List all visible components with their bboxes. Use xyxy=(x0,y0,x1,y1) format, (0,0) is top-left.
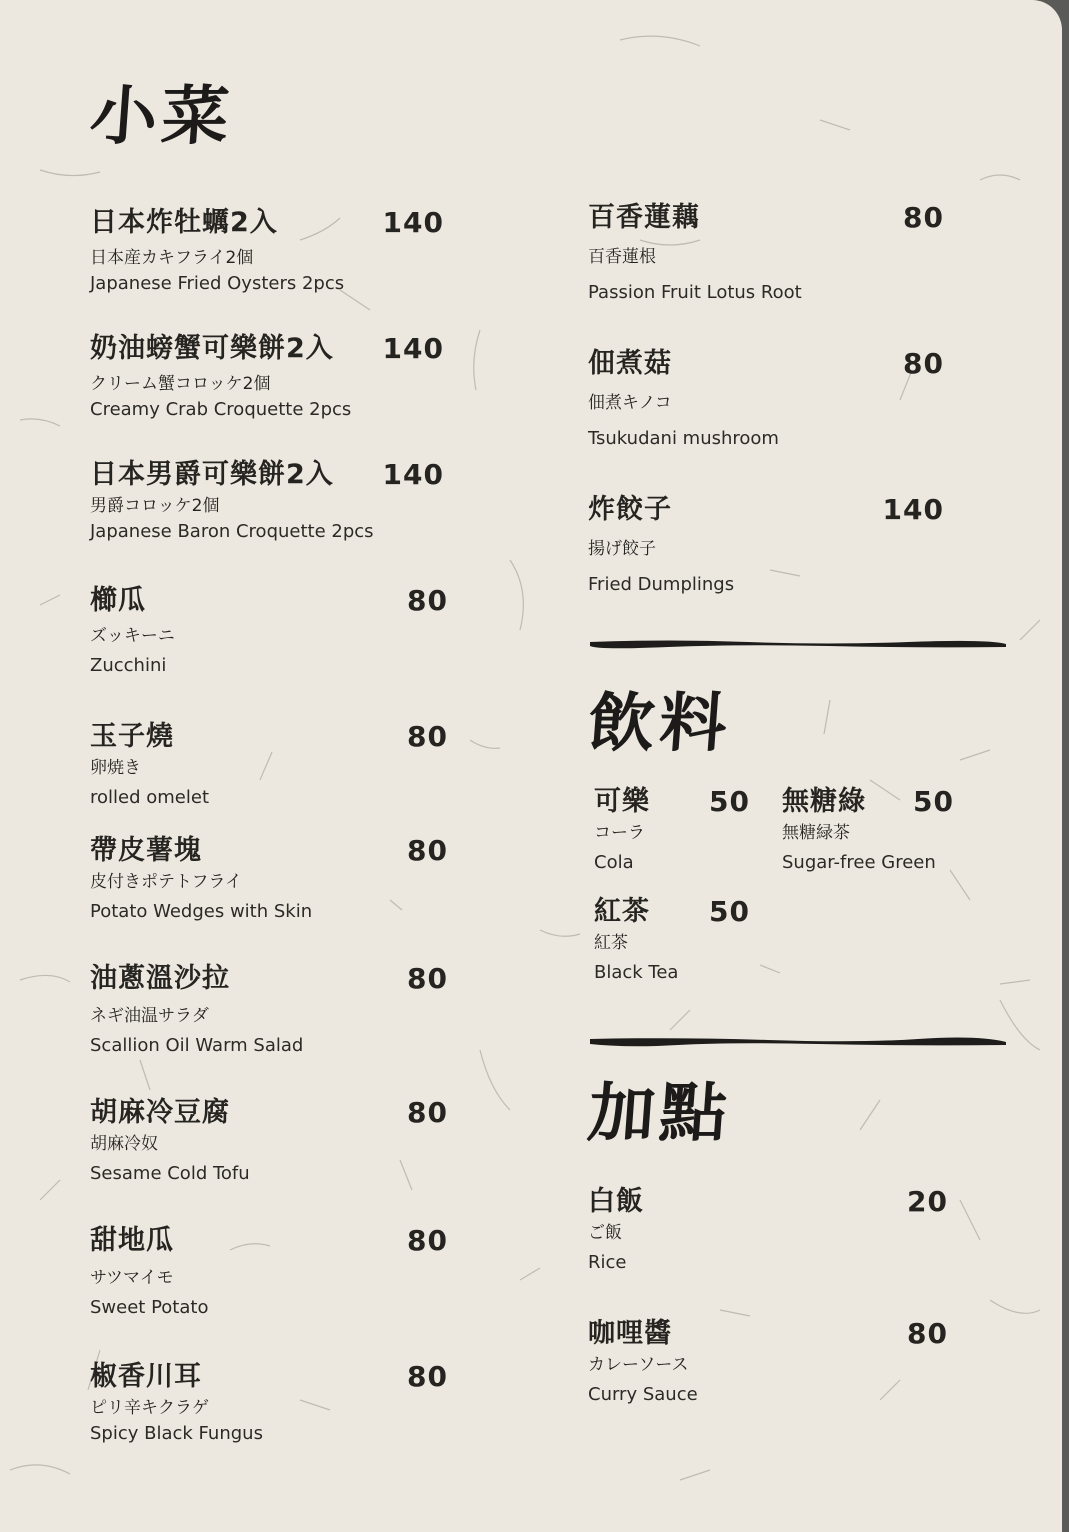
item-english: Spicy Black Fungus xyxy=(90,1423,263,1444)
item-price: 80 xyxy=(407,962,448,995)
item-english: Curry Sauce xyxy=(588,1384,698,1405)
item-english: Japanese Baron Croquette 2pcs xyxy=(90,521,374,542)
item-price: 80 xyxy=(407,720,448,753)
section-title-extras: 加點 xyxy=(585,1076,734,1151)
item-japanese: 胡麻冷奴 xyxy=(90,1134,158,1154)
item-name: 玉子燒 xyxy=(90,721,174,752)
menu-item xyxy=(90,719,460,811)
item-japanese: 無糖緑茶 xyxy=(782,823,850,843)
item-name: 可樂 xyxy=(594,786,650,817)
item-english: Tsukudani mushroom xyxy=(588,428,779,449)
item-price: 50 xyxy=(709,895,750,928)
item-name: 百香蓮藕 xyxy=(588,202,700,233)
item-price: 80 xyxy=(903,201,944,234)
drinks-list xyxy=(594,784,1008,986)
item-english: Rice xyxy=(588,1252,627,1273)
item-name: 櫛瓜 xyxy=(90,585,146,616)
item-name: 日本男爵可樂餅2入 xyxy=(90,459,334,490)
item-name: 紅茶 xyxy=(594,896,650,927)
menu-item xyxy=(90,205,460,297)
menu-item xyxy=(90,457,460,545)
item-japanese: 佃煮キノコ xyxy=(588,393,672,413)
item-japanese: 揚げ餃子 xyxy=(588,539,656,559)
item-english: Sugar-free Green xyxy=(782,852,936,873)
item-japanese: ネギ油温サラダ xyxy=(90,1006,209,1026)
item-price: 80 xyxy=(907,1317,948,1350)
item-price: 80 xyxy=(407,584,448,617)
item-japanese: ピリ辛キクラゲ xyxy=(90,1398,209,1418)
item-english: Black Tea xyxy=(594,962,679,983)
item-english: Zucchini xyxy=(90,655,167,676)
item-japanese: クリーム蟹コロッケ2個 xyxy=(90,374,271,394)
item-english: Sweet Potato xyxy=(90,1297,209,1318)
menu-item xyxy=(90,1223,460,1321)
item-english: Scallion Oil Warm Salad xyxy=(90,1035,304,1056)
menu-item xyxy=(594,894,774,986)
menu-item xyxy=(588,346,944,452)
item-english: Potato Wedges with Skin xyxy=(90,901,313,922)
menu-item xyxy=(90,583,460,679)
item-japanese: サツマイモ xyxy=(90,1268,174,1288)
item-english: Fried Dumplings xyxy=(588,574,735,595)
item-english: Sesame Cold Tofu xyxy=(90,1163,250,1184)
item-english: Passion Fruit Lotus Root xyxy=(588,282,802,303)
menu-item xyxy=(588,492,944,598)
item-price: 80 xyxy=(407,1360,448,1393)
menu-item xyxy=(782,784,962,876)
item-english: Japanese Fried Oysters 2pcs xyxy=(90,273,345,294)
item-japanese: 男爵コロッケ2個 xyxy=(90,496,220,516)
item-name: 無糖綠 xyxy=(782,786,866,817)
item-name: 胡麻冷豆腐 xyxy=(90,1097,230,1128)
brush-divider xyxy=(588,1034,1008,1048)
item-japanese: 日本産カキフライ2個 xyxy=(90,248,254,268)
right-column xyxy=(585,200,1008,1408)
item-name: 甜地瓜 xyxy=(90,1225,174,1256)
item-price: 80 xyxy=(903,347,944,380)
left-column xyxy=(87,79,460,1447)
section-title-small-dishes: 小菜 xyxy=(87,79,236,154)
menu-item xyxy=(588,1184,948,1276)
item-name: 椒香川耳 xyxy=(90,1361,202,1392)
small-dishes-continued xyxy=(588,200,944,598)
menu-item xyxy=(90,833,460,925)
item-japanese: コーラ xyxy=(594,823,645,843)
item-price: 50 xyxy=(913,785,954,818)
item-japanese: 皮付きポテトフライ xyxy=(90,872,242,892)
item-price: 80 xyxy=(407,1224,448,1257)
item-price: 80 xyxy=(407,1096,448,1129)
brush-divider xyxy=(588,636,1008,650)
menu-item xyxy=(90,331,460,423)
item-japanese: 卵焼き xyxy=(90,758,141,778)
item-japanese: 百香蓮根 xyxy=(588,247,656,267)
item-name: 帶皮薯塊 xyxy=(90,835,202,866)
item-english: rolled omelet xyxy=(90,787,209,808)
menu-item xyxy=(588,1316,948,1408)
item-japanese: カレーソース xyxy=(588,1355,689,1375)
item-price: 140 xyxy=(382,206,444,239)
item-price: 140 xyxy=(382,332,444,365)
item-price: 140 xyxy=(882,493,944,526)
item-japanese: ご飯 xyxy=(588,1223,622,1243)
item-name: 日本炸牡蠣2入 xyxy=(90,207,278,238)
item-price: 20 xyxy=(907,1185,948,1218)
item-japanese: 紅茶 xyxy=(594,933,628,953)
menu-item xyxy=(90,961,460,1059)
item-japanese: ズッキーニ xyxy=(90,626,175,646)
item-english: Cola xyxy=(594,852,634,873)
menu-item xyxy=(90,1095,460,1187)
section-title-drinks: 飲料 xyxy=(585,686,734,761)
item-name: 炸餃子 xyxy=(588,494,672,525)
item-name: 咖哩醬 xyxy=(588,1318,672,1349)
item-price: 140 xyxy=(382,458,444,491)
item-english: Creamy Crab Croquette 2pcs xyxy=(90,399,352,420)
item-price: 50 xyxy=(709,785,750,818)
menu-item xyxy=(90,1359,460,1447)
item-name: 奶油螃蟹可樂餅2入 xyxy=(90,333,334,364)
item-name: 佃煮菇 xyxy=(588,348,672,379)
item-price: 80 xyxy=(407,834,448,867)
menu-item xyxy=(594,784,774,876)
item-name: 白飯 xyxy=(588,1186,644,1217)
menu-item xyxy=(588,200,944,306)
extras-list xyxy=(588,1184,948,1408)
item-name: 油蔥溫沙拉 xyxy=(90,963,230,994)
